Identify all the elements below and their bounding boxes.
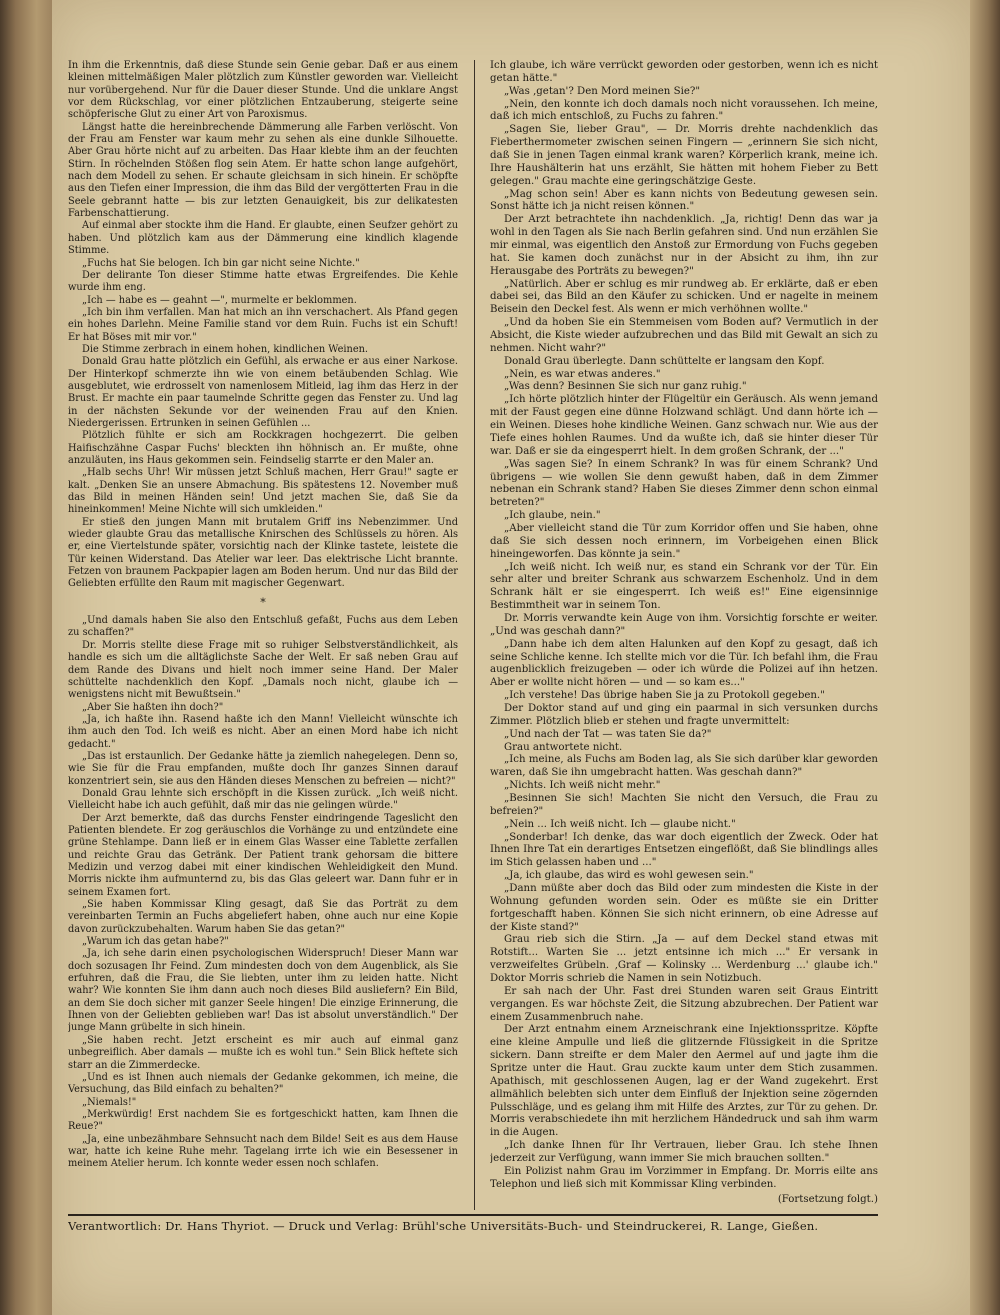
paragraph: Dr. Morris stellte diese Frage mit so ruhiger Selbstverständlichkeit, als handle es sich um die alltäglichste Sache der Welt. Er saß neben Grau auf dem Rande des Divans und hielt noch immer seine Hand. Der Maler schüttelte nachdenklich den Kopf. „Damals noch nicht, glaube ich — wenigstens nicht mit Bewußtsein." bbox=[68, 639, 458, 701]
paragraph: „Aber vielleicht stand die Tür zum Korridor offen und Sie haben, ohne daß Sie sich dessen noch erinnern, im Vorbeigehen einen Blick hineingeworfen. Das könnte ja sein." bbox=[490, 522, 878, 560]
paragraph: Längst hatte die hereinbrechende Dämmerung alle Farben verlöscht. Von der Frau am Fenster war kaum mehr zu sehen als eine dunkle Silhouette. Aber Grau hörte nicht auf zu arbeiten. Das Haar klebte ihm an der feuchten Stirn. In röchelnden Stößen flog sein Atem. Er hatte schon lange aufgehört, nach dem Modell zu sehen. Er schaute gleichsam in sich hinein. Er schöpfte aus den Tiefen einer Impression, die ihm das Bild der vergötterten Frau in die Seele gebrannt hatte — bis zur letzten Genauigkeit, bis zur delikatesten Farbenschattierung. bbox=[68, 121, 458, 220]
paragraph: „Ich meine, als Fuchs am Boden lag, als Sie sich darüber klar geworden waren, daß Sie ihn umgebracht hatten. Was geschah dann?" bbox=[490, 754, 878, 779]
paragraph: Der Arzt bemerkte, daß das durchs Fenster eindringende Tageslicht den Patienten blendete. Er zog geräuschlos die Vorhänge zu und entzündete eine grüne Stehlampe. Dann ließ er in einem Glas Wasser eine Tablette zerfallen und reichte Grau das Getränk. Der Patient trank gehorsam die bittere Medizin und verzog dabei mit einer kindischen Wehleidigkeit den Mund. Morris nickte ihm aufmunternd zu, bis das Glas geleert war. Dann fuhr er in seinem Examen fort. bbox=[68, 812, 458, 898]
paragraph: „Ja, eine unbezähmbare Sehnsucht nach dem Bilde! Seit es aus dem Hause war, hatte ich keine Ruhe mehr. Tagelang irrte ich wie ein Besessener in meinem Atelier herum. Ich konnte weder essen noch schlafen. bbox=[68, 1133, 458, 1170]
text-column-left bbox=[68, 60, 458, 1210]
paragraph: „Und es ist Ihnen auch niemals der Gedanke gekommen, ich meine, die Versuchung, das Bild einfach zu behalten?" bbox=[68, 1071, 458, 1096]
scan-edge-left bbox=[0, 0, 52, 1315]
paragraph: „Und damals haben Sie also den Entschluß gefaßt, Fuchs aus dem Leben zu schaffen?" bbox=[68, 615, 458, 639]
paragraph: „Sagen Sie, lieber Grau", — Dr. Morris drehte nachdenklich das Fieberthermometer zwischen seinen Fingern — „erinnern Sie sich nicht, daß Sie in jenen Tagen einmal krank waren? Körperlich krank, meine ich. Ihre Haushälterin hat uns erzählt, Sie hätten mit hohem Fieber zu Bett gelegen." Grau machte eine geringschätzige Geste. bbox=[490, 124, 878, 187]
paragraph: „Ich hörte plötzlich hinter der Flügeltür ein Geräusch. Als wenn jemand mit der Faust gegen eine dünne Holzwand schlägt. Und dann hörte ich — ein Weinen. Dieses hohe kindliche Weinen. Ganz schwach nur. Wie aus der Tiefe eines hohlen Raumes. Und da wußte ich, daß sie hinter dieser Tür war. Daß er sie da eingesperrt hielt. In dem großen Schrank, der ..." bbox=[490, 394, 878, 457]
scan-edge-right bbox=[970, 0, 1000, 1315]
paragraph: Die Stimme zerbrach in einem hohen, kindlichen Weinen. bbox=[82, 343, 369, 355]
paragraph: „Ich weiß nicht. Ich weiß nur, es stand ein Schrank vor der Tür. Ein sehr alter und breiter Schrank aus schwarzem Eschenholz. Und in dem Schrank hält er sie eingesperrt. Ich weiß es!" Eine eigensinnige Bestimmtheit war in seinem Ton. bbox=[490, 561, 878, 612]
paragraph: „Was sagen Sie? In einem Schrank? In was für einem Schrank? Und übrigens — wie wollen Sie denn gewußt haben, daß in dem Zimmer nebenan ein Schrank stand? Haben Sie dieses Zimmer denn schon einmal betreten?" bbox=[490, 458, 878, 509]
paragraph: „Ich verstehe! Das übrige haben Sie ja zu Protokoll gegeben." bbox=[504, 690, 825, 702]
imprint-footer: Verantwortlich: Dr. Hans Thyriot. — Druck und Verlag: Brühl'sche Universitäts-Buch- und Steindruckerei, R. Lange, Gießen. bbox=[68, 1219, 819, 1233]
paragraph: „Fuchs hat Sie belogen. Ich bin gar nicht seine Nichte." bbox=[82, 257, 360, 269]
paragraph: „Ich — habe es — geahnt —", murmelte er beklommen. bbox=[82, 294, 357, 306]
paragraph: „Besinnen Sie sich! Machten Sie nicht den Versuch, die Frau zu befreien?" bbox=[490, 792, 878, 817]
paragraph: „Und da hoben Sie ein Stemmeisen vom Boden auf? Vermutlich in der Absicht, die Kiste wieder aufzubrechen und das Bild mit Gewalt an sich zu nehmen. Nicht wahr?" bbox=[490, 317, 878, 354]
continued-note: (Fortsetzung folgt.) bbox=[777, 1193, 878, 1205]
paragraph: Donald Grau überlegte. Dann schüttelte er langsam den Kopf. bbox=[504, 355, 825, 367]
paragraph: Der Arzt entnahm einem Arzneischrank eine Injektionsspritze. Köpfte eine kleine Ampulle und ließ die glitzernde Flüssigkeit in die Spritze sickern. Dann streifte er dem Maler den Aermel auf und jagte ihm die Spritze unter die Haut. Grau zuckte kaum unter dem Stich zusammen. Apathisch, mit geschlossenen Augen, lag er der Wand zugekehrt. Erst allmählich belebten sich unter dem Einfluß der Injektion seine zögernden Pulsschläge, und es gelang ihm mit Hilfe des Arztes, zur Tür zu gehen. Dr. Morris verabschiedete ihn mit herzlichem Händedruck und sah ihm warm in die Augen. bbox=[490, 1024, 878, 1139]
paragraph: Der Arzt betrachtete ihn nachdenklich. „Ja, richtig! Denn das war ja wohl in den Tagen als Sie nach Berlin gefahren sind. Und nun erzählen Sie mir einmal, was eigentlich den Anstoß zur Ermordung von Fuchs gegeben hat. Sie kamen doch zunächst nur in der Absicht zu ihm, ihn zur Herausgabe des Porträts zu bewegen?" bbox=[490, 214, 878, 277]
paragraph: „Dann müßte aber doch das Bild oder zum mindesten die Kiste in der Wohnung gefunden worden sein. Oder es müßte sie ein Dritter fortgeschafft haben. Können Sie sich nicht erinnern, ob eine Adresse auf der Kiste stand?" bbox=[490, 883, 878, 933]
text-column-right bbox=[490, 60, 878, 1210]
paragraph: Plötzlich fühlte er sich am Rockkragen hochgezerrt. Die gelben Haifischzähne Caspar Fuchs' bleckten ihn höhnisch an. Er mußte, ohne anzuläuten, ins Haus gekommen sein. Feindselig starrte er den Maler an. bbox=[68, 430, 458, 466]
paragraph: In ihm die Erkenntnis, daß diese Stunde sein Genie gebar. Daß er aus einem kleinen mittelmäßigen Maler plötzlich zum Künstler geworden war. Vielleicht nur vorübergehend. Nur für die Dauer dieser Stunde. Und die unklare Angst vor dem Rückschlag, vor einer plötzlichen Entzauberung, steigerte seine schöpferische Glut zu einer Art von Paroxismus. bbox=[68, 60, 458, 121]
paragraph: „Sie haben recht. Jetzt erscheint es mir auch auf einmal ganz unbegreiflich. Aber damals — mußte ich es wohl tun." Sein Blick heftete sich starr an die Zimmerdecke. bbox=[68, 1034, 458, 1071]
paragraph: Ein Polizist nahm Grau im Vorzimmer in Empfang. Dr. Morris eilte ans Telephon und ließ sich mit Kommissar Kling verbinden. bbox=[490, 1165, 878, 1190]
paragraph: Er sah nach der Uhr. Fast drei Stunden waren seit Graus Eintritt vergangen. Es war höchste Zeit, die Sitzung abzubrechen. Der Patient war einem Zusammenbruch nahe. bbox=[490, 985, 878, 1023]
paragraph: Dr. Morris verwandte kein Auge von ihm. Vorsichtig forschte er weiter. „Und was geschah dann?" bbox=[490, 612, 878, 637]
paragraph: Der Doktor stand auf und ging ein paarmal in sich versunken durchs Zimmer. Plötzlich blieb er stehen und fragte unvermittelt: bbox=[490, 702, 878, 727]
paragraph: „Mag schon sein! Aber es kann nichts von Bedeutung gewesen sein. Sonst hätte ich ja nicht reisen können." bbox=[490, 188, 878, 213]
paragraph: Er stieß den jungen Mann mit brutalem Griff ins Nebenzimmer. Und wieder glaubte Grau das metallische Knirschen des Schlüssels zu hören. Als er, eine Viertelstunde später, vorsichtig nach der Klinke tastete, leistete die Tür keinen Widerstand. Das Atelier war leer. Das elektrische Licht brannte. Fetzen von braunem Packpapier lagen am Boden herum. Und nur das Bild der Geliebten erfüllte den Raum mit magischer Gegenwart. bbox=[68, 516, 458, 590]
paragraph: „Das ist erstaunlich. Der Gedanke hätte ja ziemlich nahegelegen. Denn so, wie Sie für die Frau empfanden, mußte doch Ihr ganzes Sinnen darauf konzentriert sein, sie aus den Händen dieses Menschen zu befreien — nicht?" bbox=[68, 750, 458, 787]
paragraph: „Dann habe ich dem alten Halunken auf den Kopf zu gesagt, daß ich seine Schliche kenne. Ich stellte mich vor die Tür. Ich befahl ihm, die Frau augenblicklich freizugeben — oder ich würde die Polizei auf ihn hetzen. Aber er wollte nicht hören — und — so kam es..." bbox=[490, 638, 878, 689]
paragraph: „Nein, es war etwas anderes." bbox=[504, 368, 661, 380]
paragraph: „Sonderbar! Ich denke, das war doch eigentlich der Zweck. Oder hat Ihnen Ihre Tat ein derartiges Entsetzen eingeflößt, daß Sie blindlings alles im Stich gelassen haben und ..." bbox=[490, 831, 878, 869]
paragraph: „Niemals!" bbox=[82, 1096, 137, 1108]
paragraph: „Nein, den konnte ich doch damals noch nicht voraussehen. Ich meine, daß ich mich entschloß, zu Fuchs zu fahren." bbox=[490, 98, 878, 123]
paragraph: „Was ‚getan'? Den Mord meinen Sie?" bbox=[504, 85, 700, 97]
paragraph: „Halb sechs Uhr! Wir müssen jetzt Schluß machen, Herr Grau!" sagte er kalt. „Denken Sie an unsere Abmachung. Bis spätestens 12. November muß das Bild in meinen Händen sein! Und jetzt machen Sie, daß Sie da hineinkommen! Meine Nichte will sich umkleiden." bbox=[68, 467, 458, 516]
paragraph: „Ja, ich haßte ihn. Rasend haßte ich den Mann! Vielleicht wünschte ich ihm auch den Tod. Ich weiß es nicht. Aber an einen Mord habe ich nicht gedacht." bbox=[68, 713, 458, 750]
paragraph: Donald Grau hatte plötzlich ein Gefühl, als erwache er aus einer Narkose. Der Hinterkopf schmerzte ihn wie von einem betäubenden Schlag. Wie ausgeblutet, wie erdrosselt von namenlosem Mitleid, lag ihm das Herz in der Brust. Er machte ein paar taumelnde Schritte gegen das Fenster zu. Und lag in der nächsten Sekunde vor der weinenden Frau auf den Knien. Niedergerissen. Ertrunken in seinen Gefühlen ... bbox=[68, 356, 458, 429]
paragraph: Donald Grau lehnte sich erschöpft in die Kissen zurück. „Ich weiß nicht. Vielleicht habe ich auch gefühlt, daß mir das nie gelingen würde." bbox=[68, 787, 458, 812]
column-divider bbox=[474, 60, 475, 1210]
paragraph: „Was denn? Besinnen Sie sich nur ganz ruhig." bbox=[504, 381, 747, 393]
paragraph: Auf einmal aber stockte ihm die Hand. Er glaubte, einen Seufzer gehört zu haben. Und plötzlich kam aus der Dämmerung eine kindlich klagende Stimme. bbox=[68, 220, 458, 257]
paragraph: „Ich danke Ihnen für Ihr Vertrauen, lieber Grau. Ich stehe Ihnen jederzeit zur Verfügung, wann immer Sie mich brauchen sollten." bbox=[490, 1140, 878, 1165]
paragraph: „Natürlich. Aber er schlug es mir rundweg ab. Er erklärte, daß er eben dabei sei, das Bild an den Käufer zu schicken. Und er nagelte in meinem Beisein den Deckel fest. Als wenn er mich verhöhnen wollte." bbox=[490, 278, 878, 316]
footer-rule bbox=[68, 1214, 878, 1216]
paragraph: Der delirante Ton dieser Stimme hatte etwas Ergreifendes. Die Kehle wurde ihm eng. bbox=[68, 269, 458, 294]
paragraph: Grau rieb sich die Stirn. „Ja — auf dem Deckel stand etwas mit Rotstift... Warten Sie ... jetzt entsinne ich mich ..." Er versank in verzweifeltes Grübeln. ‚Graf — Kolinsky ... Werdenburg ...' glaube ich." Doktor Morris schrieb die Namen in sein Notizbuch. bbox=[490, 934, 878, 985]
paragraph: Grau antwortete nicht. bbox=[504, 741, 623, 753]
section-break: * bbox=[260, 595, 266, 609]
paragraph: „Merkwürdig! Erst nachdem Sie es fortgeschickt hatten, kam Ihnen die Reue?" bbox=[68, 1108, 458, 1133]
paragraph: „Aber Sie haßten ihn doch?" bbox=[82, 701, 224, 713]
paragraph: „Ich glaube, nein." bbox=[504, 510, 601, 522]
paragraph: „Nichts. Ich weiß nicht mehr." bbox=[504, 780, 661, 792]
paragraph: „Sie haben Kommissar Kling gesagt, daß Sie das Porträt zu dem vereinbarten Termin an Fuchs abgeliefert haben, ohne auch nur eine Kopie davon zurückzubehalten. Warum haben Sie das getan?" bbox=[68, 899, 458, 935]
paragraph: „Und nach der Tat — was taten Sie da?" bbox=[504, 728, 712, 740]
paragraph: „Nein ... Ich weiß nicht. Ich — glaube nicht." bbox=[504, 818, 736, 830]
paragraph: „Ja, ich sehe darin einen psychologischen Widerspruch! Dieser Mann war doch sozusagen Ihr Feind. Zum mindesten doch von dem Augenblick, als Sie erfuhren, daß die Frau, die Sie liebten, unter ihm zu leiden hatte. Nicht wahr? Wie konnten Sie ihm dann auch noch dieses Bild ausliefern? Ein Bild, an dem Sie doch sicher mit ganzer Seele hingen! Die einzige Erinnerung, die Ihnen von der Geliebten geblieben war! Das ist absolut unverständlich." Der junge Mann grübelte in sich hinein. bbox=[68, 948, 458, 1034]
paragraph: Ich glaube, ich wäre verrückt geworden oder gestorben, wenn ich es nicht getan hätte." bbox=[490, 60, 878, 84]
paragraph: „Ich bin ihm verfallen. Man hat mich an ihn verschachert. Als Pfand gegen ein hohes Darlehn. Meine Familie stand vor dem Ruin. Fuchs ist ein Schuft! Er hat Böses mit mir vor." bbox=[68, 306, 458, 343]
paragraph: „Ja, ich glaube, das wird es wohl gewesen sein." bbox=[504, 870, 754, 882]
paragraph: „Warum ich das getan habe?" bbox=[82, 936, 229, 948]
